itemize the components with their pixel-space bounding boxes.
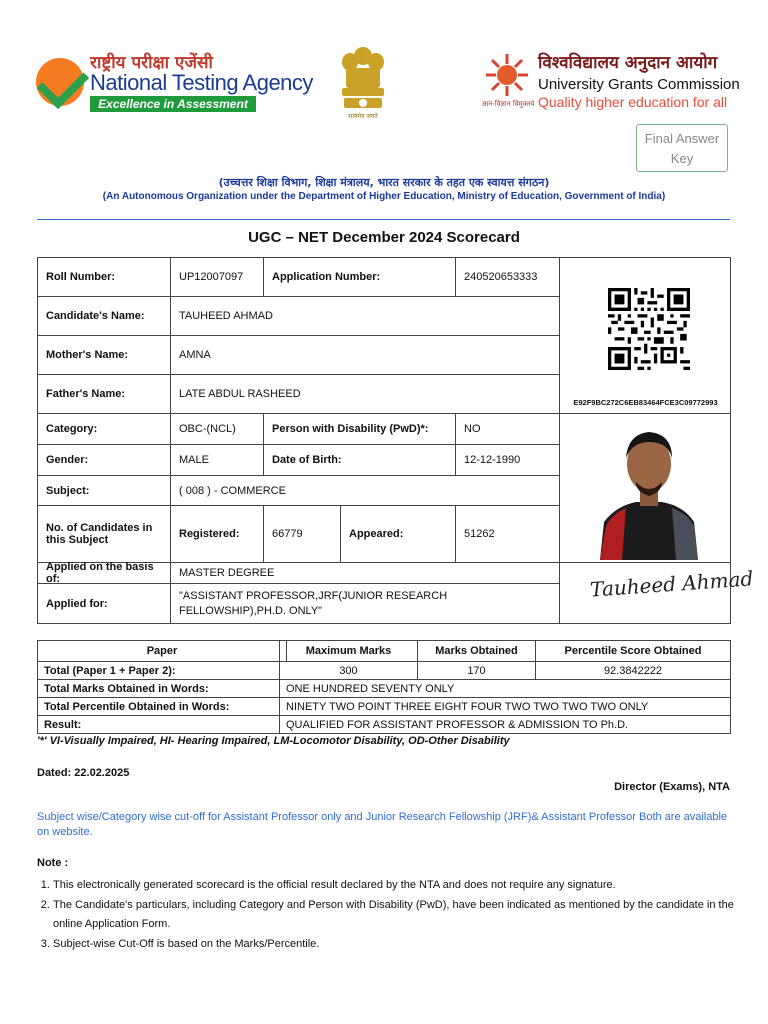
ugc-motto: ज्ञान-विज्ञान विमुक्तये xyxy=(482,100,535,108)
appeared-value: 51262 xyxy=(455,505,560,563)
note-heading: Note : xyxy=(37,857,69,869)
basis-value: MASTER DEGREE xyxy=(170,562,560,584)
org-description-english: (An Autonomous Organization under the Department of Higher Education, Ministry of Education, Government of India) xyxy=(102,191,666,202)
nta-hindi-name: राष्ट्रीय परीक्षा एजेंसी xyxy=(90,53,213,73)
gender-label: Gender: xyxy=(37,444,171,476)
marks-words-label: Total Marks Obtained in Words: xyxy=(37,679,280,698)
cutoff-link[interactable]: Subject wise/Category wise cut-off for Assistant Professor only and Junior Research Fellowship (JRF)& Assistant Professor Both are available on website. xyxy=(37,811,728,838)
subject-label: Subject: xyxy=(37,475,171,506)
header-divider xyxy=(37,219,730,220)
ugc-hindi-name: विश्वविद्यालय अनुदान आयोग xyxy=(538,53,718,73)
subject-value: ( 008 ) - COMMERCE xyxy=(170,475,560,506)
applied-for-value: "ASSISTANT PROFESSOR,JRF(JUNIOR RESEARCH FELLOWSHIP),PH.D. ONLY" xyxy=(170,583,560,624)
note-item: 1. This electronically generated scorecard is the official result declared by the NTA and does not require any signature. xyxy=(53,876,753,896)
registered-label: Registered: xyxy=(170,505,264,563)
marks-header-percentile: Percentile Score Obtained xyxy=(535,640,731,662)
pwd-label: Person with Disability (PwD)*: xyxy=(263,413,456,445)
dated-text: Dated: 22.02.2025 xyxy=(37,767,130,779)
note-item: 3. Subject-wise Cut-Off is based on the Marks/Percentile. xyxy=(53,935,753,955)
disability-footnote: '*' VI-Visually Impaired, HI- Hearing Impaired, LM-Locomotor Disability, OD-Other Disability xyxy=(37,735,510,747)
org-description-hindi: (उच्चत्तर शिक्षा विभाग, शिक्षा मंत्रालय, भारत सरकार के तहत एक स्वायत्त संगठन) xyxy=(218,176,550,189)
max-marks-value: 300 xyxy=(279,661,418,680)
candidate-name-label: Candidate's Name: xyxy=(37,296,171,336)
final-answer-key-button[interactable]: Final Answer Key xyxy=(636,124,728,172)
result-value: QUALIFIED FOR ASSISTANT PROFESSOR & ADMISSION TO Ph.D. xyxy=(279,715,731,734)
father-name-label: Father's Name: xyxy=(37,374,171,414)
percentile-words-value: NINETY TWO POINT THREE EIGHT FOUR TWO TWO TWO TWO ONLY xyxy=(279,697,731,716)
applied-for-label: Applied for: xyxy=(37,583,171,624)
percentile-value: 92.3842222 xyxy=(535,661,731,680)
candidate-signature: Tauheed Ahmad xyxy=(589,566,754,602)
application-value: 240520653333 xyxy=(455,257,560,297)
nta-tagline: Excellence in Assessment xyxy=(90,96,256,112)
emblem-motto: सत्यमेव जयते xyxy=(348,113,378,120)
nta-english-name: National Testing Agency xyxy=(90,70,313,95)
category-label: Category: xyxy=(37,413,171,445)
pwd-value: NO xyxy=(455,413,560,445)
nta-check-icon xyxy=(36,58,84,106)
qr-code-icon xyxy=(608,276,690,382)
ugc-sun-icon xyxy=(484,52,530,98)
marks-header-paper: Paper xyxy=(37,640,287,662)
roll-label: Roll Number: xyxy=(37,257,171,297)
ugc-english-name: University Grants Commission xyxy=(538,76,740,93)
ugc-logo xyxy=(480,50,740,114)
appeared-label: Appeared: xyxy=(340,505,456,563)
note-item: 2. The Candidate's particulars, including Category and Person with Disability (PwD), have been indicated as mentioned by the candidate in the online Application Form. xyxy=(53,896,753,935)
dob-value: 12-12-1990 xyxy=(455,444,560,476)
marks-words-value: ONE HUNDRED SEVENTY ONLY xyxy=(279,679,731,698)
marks-header-max: Maximum Marks xyxy=(279,640,418,662)
mother-name-label: Mother's Name: xyxy=(37,335,171,375)
candidate-photo xyxy=(596,422,702,560)
category-value: OBC-(NCL) xyxy=(170,413,264,445)
gender-value: MALE xyxy=(170,444,264,476)
registered-value: 66779 xyxy=(263,505,341,563)
marks-obtained-value: 170 xyxy=(417,661,536,680)
roll-value: UP12007097 xyxy=(170,257,264,297)
basis-label: Applied on the basis of: xyxy=(37,562,171,584)
candidate-name-value: TAUHEED AHMAD xyxy=(170,296,560,336)
qr-code-text: E92F9BC272C6EB83464FCE3C09772993 xyxy=(573,398,718,407)
notes-list xyxy=(37,876,753,954)
marks-header-obtained: Marks Obtained xyxy=(417,640,536,662)
scorecard-title: UGC – NET December 2024 Scorecard xyxy=(248,229,520,246)
dob-label: Date of Birth: xyxy=(263,444,456,476)
candidates-count-label: No. of Candidates in this Subject xyxy=(37,505,171,563)
percentile-words-label: Total Percentile Obtained in Words: xyxy=(37,697,280,716)
nta-logo xyxy=(36,52,313,116)
ugc-tagline: Quality higher education for all xyxy=(538,94,728,110)
application-label: Application Number: xyxy=(263,257,456,297)
national-emblem-icon xyxy=(334,42,392,122)
total-label: Total (Paper 1 + Paper 2): xyxy=(37,661,280,680)
director-text: Director (Exams), NTA xyxy=(614,781,730,793)
mother-name-value: AMNA xyxy=(170,335,560,375)
result-label: Result: xyxy=(37,715,280,734)
father-name-value: LATE ABDUL RASHEED xyxy=(170,374,560,414)
